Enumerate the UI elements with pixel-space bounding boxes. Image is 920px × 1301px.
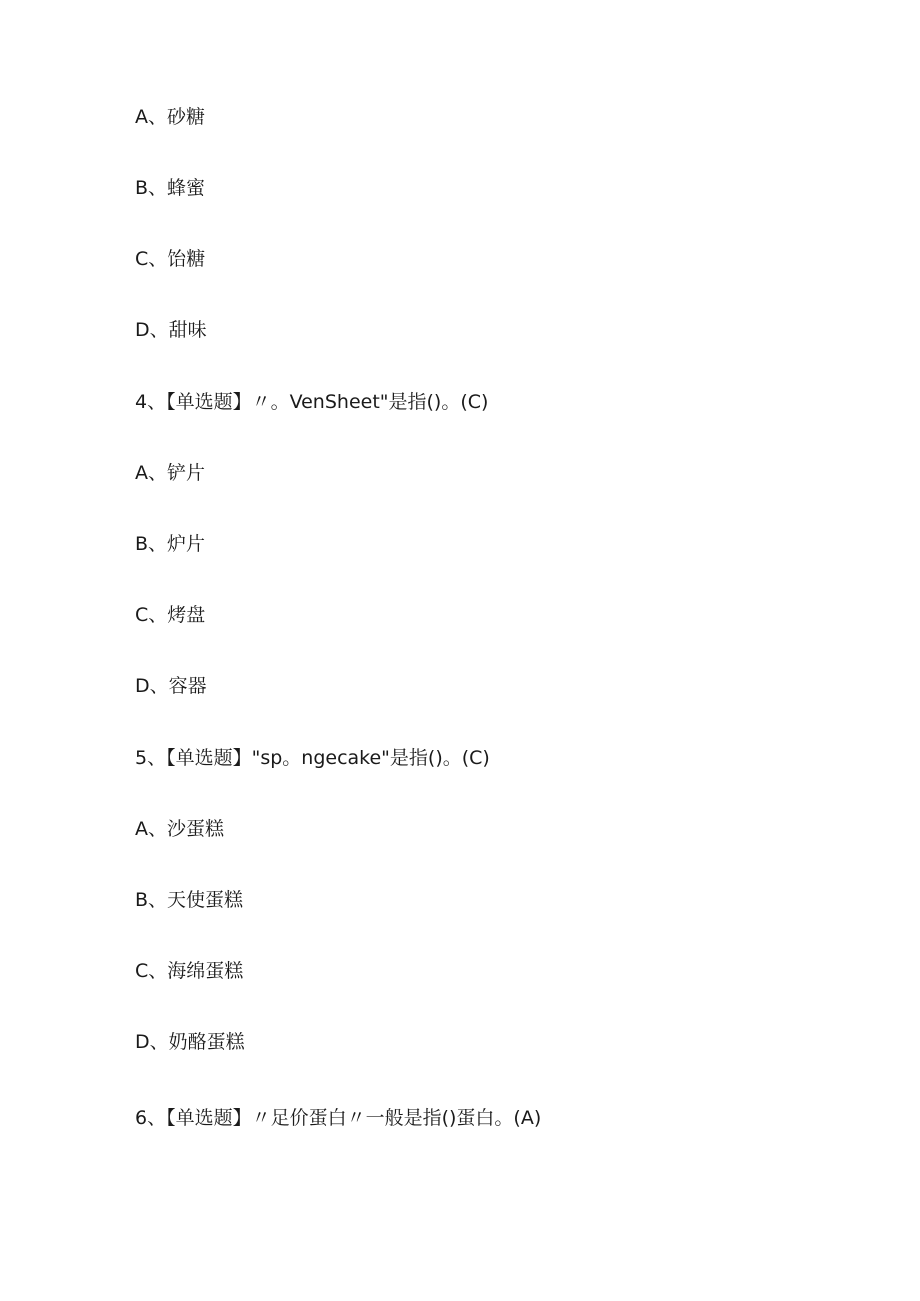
question-5: 5、【单选题】"sp。ngecake"是指()。(C) (135, 747, 490, 769)
question-6: 6、【单选题】〃足价蛋白〃一般是指()蛋白。(A) (135, 1107, 542, 1129)
option-b-line: B、蜂蜜 (135, 177, 206, 199)
question-4-option-a: A、铲片 (135, 462, 205, 484)
option-d-line: D、甜味 (135, 319, 207, 341)
question-4-option-d: D、容器 (135, 675, 207, 697)
question-4-option-c: C、烤盘 (135, 604, 206, 626)
question-4: 4、【单选题】〃。VenSheet"是指()。(C) (135, 391, 489, 413)
question-4-option-b: B、炉片 (135, 533, 206, 555)
question-5-option-b: B、天使蛋糕 (135, 889, 244, 911)
question-5-option-c: C、海绵蛋糕 (135, 960, 244, 982)
option-c-line: C、饴糖 (135, 248, 206, 270)
option-a-line: A、砂糖 (135, 106, 205, 128)
question-5-option-a: A、沙蛋糕 (135, 818, 224, 840)
question-5-option-d: D、奶酪蛋糕 (135, 1031, 245, 1053)
